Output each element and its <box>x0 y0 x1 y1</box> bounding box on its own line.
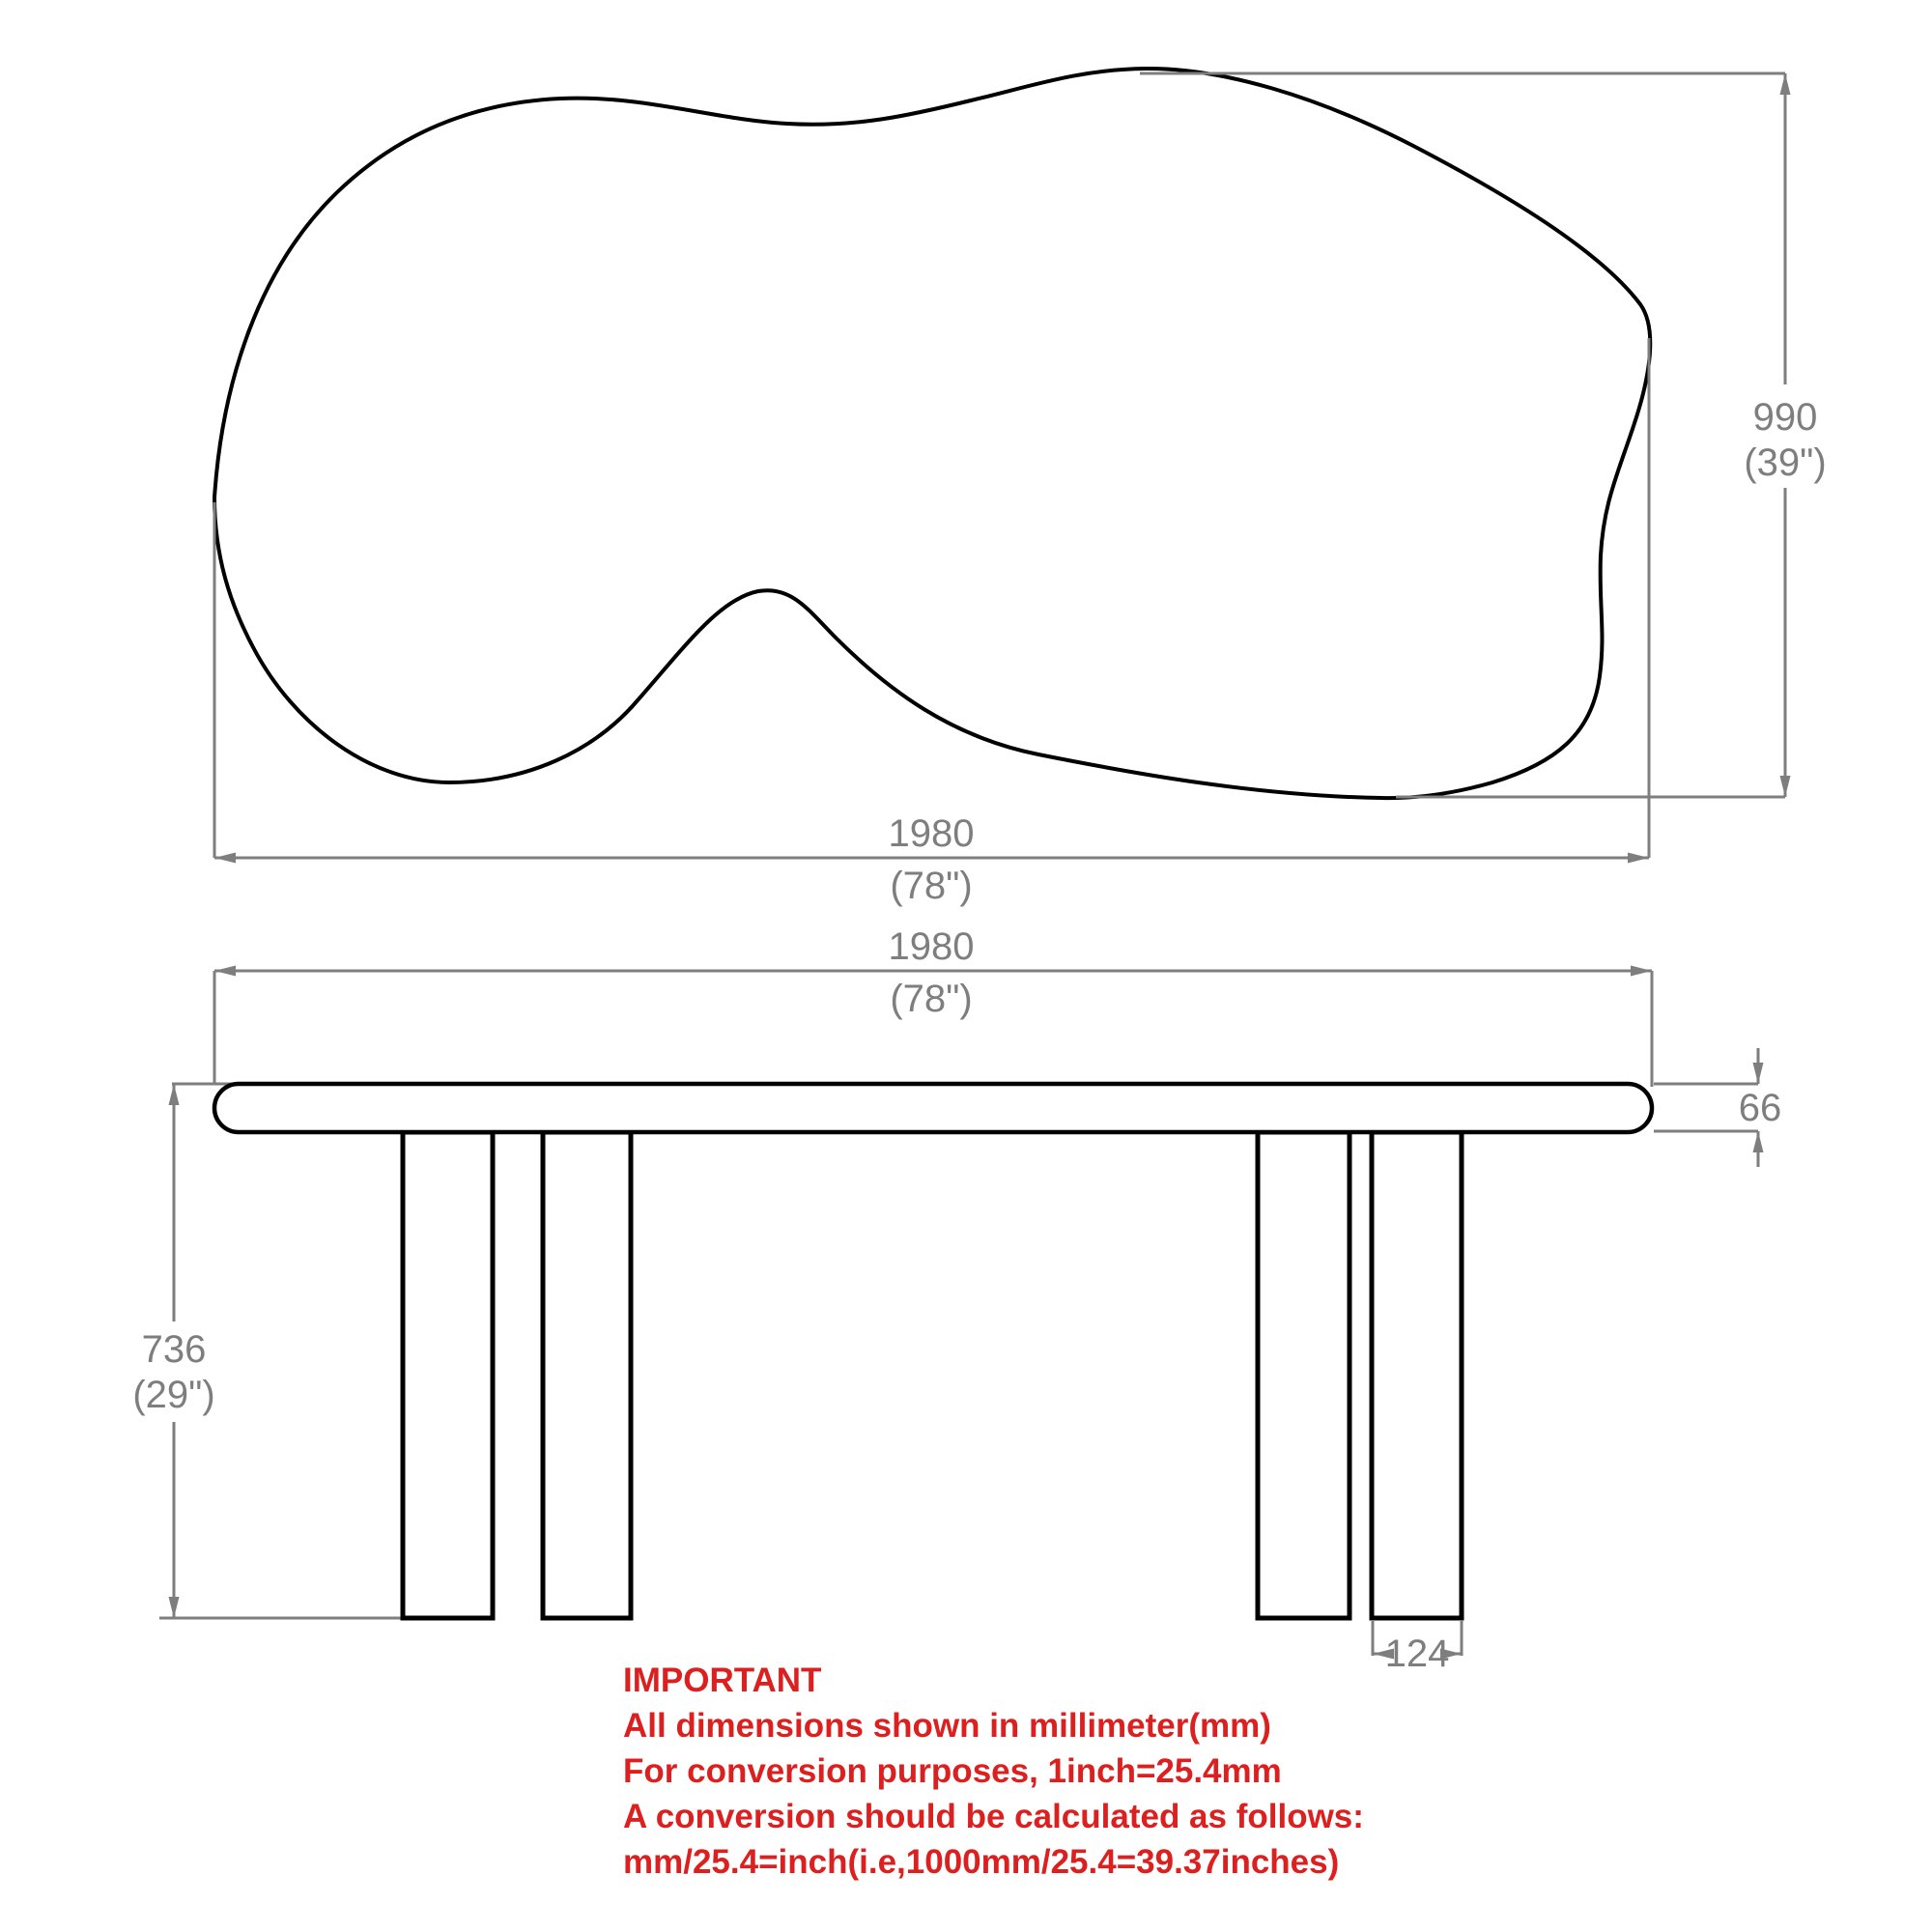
dim-arrow-right <box>1631 966 1652 977</box>
dim-arrow-down <box>1780 776 1791 797</box>
top-view-width-mm: 1980 <box>888 812 975 855</box>
front-view-height-mm: 736 <box>141 1328 207 1371</box>
front-view-width-in: (78") <box>890 978 973 1020</box>
dim-arrow-left <box>214 966 236 977</box>
dim-arrow-down <box>1753 1063 1764 1084</box>
table-leg <box>1258 1132 1350 1618</box>
top-view <box>214 69 1650 798</box>
note-line: All dimensions shown in millimeter(mm) <box>623 1707 1271 1745</box>
front-view-legs <box>403 1132 1462 1618</box>
table-leg <box>403 1132 493 1618</box>
dim-arrow-up <box>169 1084 180 1105</box>
notes-heading: IMPORTANT <box>623 1662 822 1699</box>
note-line: mm/25.4=inch(i.e,1000mm/25.4=39.37inches) <box>623 1843 1340 1881</box>
dim-arrow-up <box>1780 73 1791 95</box>
dim-arrow-left <box>214 853 236 864</box>
dim-arrow-down <box>169 1597 180 1618</box>
front-view-thickness-mm: 66 <box>1738 1087 1782 1129</box>
top-view-depth-mm: 990 <box>1752 396 1818 439</box>
front-view-width-mm: 1980 <box>888 925 975 968</box>
front-view-height-in: (29") <box>132 1374 215 1416</box>
top-view-depth-in: (39") <box>1744 441 1827 484</box>
dim-arrow-right <box>1628 853 1649 864</box>
front-view-tabletop <box>214 1084 1652 1132</box>
table-leg <box>1372 1132 1462 1618</box>
note-line: For conversion purposes, 1inch=25.4mm <box>623 1752 1282 1790</box>
important-notes <box>623 1658 1364 1885</box>
table-leg <box>543 1132 631 1618</box>
note-line: A conversion should be calculated as follows: <box>623 1798 1364 1835</box>
front-view-leg-width-mm: 124 <box>1384 1633 1450 1675</box>
top-view-width-in: (78") <box>890 865 973 907</box>
top-view-outline <box>214 69 1650 798</box>
dim-arrow-up <box>1753 1131 1764 1152</box>
